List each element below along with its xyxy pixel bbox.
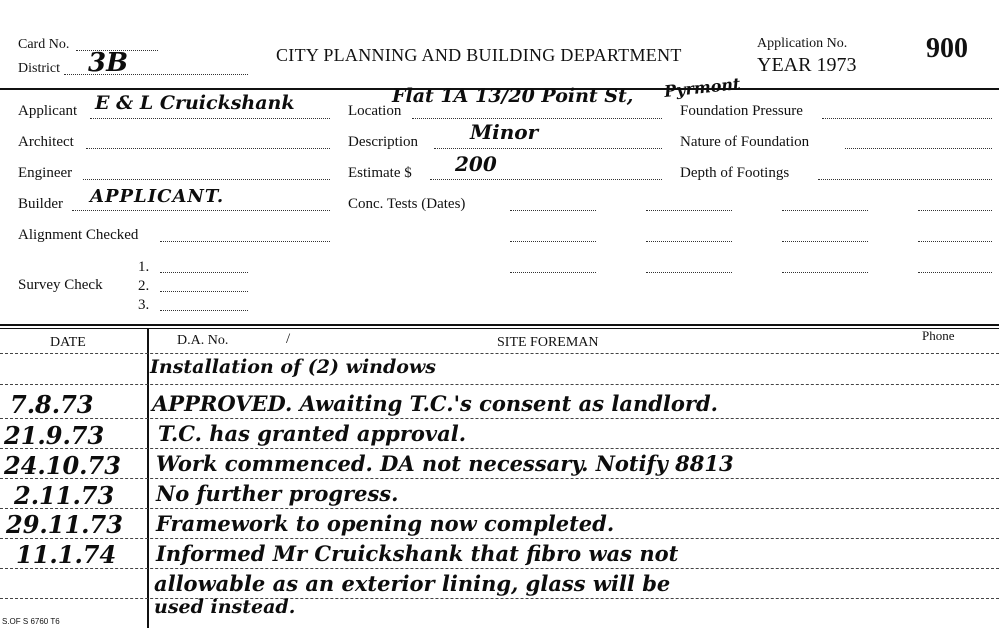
conc-test-line-5 [510,241,596,242]
survey-label: Survey Check [18,277,103,293]
entry-text-7: Informed Mr Cruickshank that fibro was not [156,541,679,566]
engineer-label: Engineer [18,165,73,181]
conc-test-line-7 [782,241,868,242]
row-rule-8 [0,598,999,599]
conc-test-line-9 [510,272,596,273]
entry-text-4: Work commenced. DA not necessary. Notify 8813 [156,451,734,476]
table-top-rule-2 [0,328,999,329]
da-value: / [286,331,291,347]
engineer-line [83,179,330,180]
applicant-line [90,118,330,119]
entry-date-4: 24.10.73 [4,451,121,480]
survey-line-2 [160,291,248,292]
alignment-label: Alignment Checked [18,227,139,243]
architect-label: Architect [18,134,74,150]
survey-line-1 [160,272,248,273]
foundation-pressure-label: Foundation Pressure [680,103,803,119]
col-phone-header: Phone [922,328,955,343]
conc-test-line-10 [646,272,732,273]
location-label: Location [348,103,402,119]
conc-test-line-3 [782,210,868,211]
conc-test-line-6 [646,241,732,242]
builder-value: APPLICANT. [90,186,225,207]
conc-test-line-8 [918,241,992,242]
survey-line-3 [160,310,248,311]
applicant-label: Applicant [18,103,78,119]
alignment-line [160,241,330,242]
conc-test-line-4 [918,210,992,211]
entry-text-2: APPROVED. Awaiting T.C.'s consent as landlord. [152,391,718,416]
location-line [412,118,662,119]
estimate-value: 200 [455,152,497,176]
depth-footings-label: Depth of Footings [680,165,790,181]
entry-text-6: Framework to opening now completed. [156,511,615,536]
entry-text-5: No further progress. [156,481,399,506]
card-no-label: Card No. [18,37,70,52]
nature-foundation-label: Nature of Foundation [680,134,810,150]
entry-date-2: 7.8.73 [10,390,94,419]
district-value: 3B [88,48,129,78]
applicant-value: E & L Cruickshank [95,92,295,114]
table-top-rule [0,324,999,326]
entry-date-3: 21.9.73 [4,421,105,450]
row-rule-1 [0,384,999,385]
row-rule-2 [0,418,999,419]
entry-text-9: used instead. [154,596,296,618]
survey-num-3: 3. [138,297,150,313]
entry-date-6: 29.11.73 [6,510,123,539]
depth-footings-line [818,179,992,180]
entry-date-7: 11.1.74 [16,540,117,569]
conc-test-line-12 [918,272,992,273]
location-value: Flat 1A 13/20 Point St, [392,85,634,107]
architect-line [86,148,330,149]
description-line [434,148,662,149]
conc-test-line-1 [510,210,596,211]
builder-label: Builder [18,196,63,212]
conc-tests-label: Conc. Tests (Dates) [348,196,466,212]
row-rule-5 [0,508,999,509]
location-suburb: Pyrmont [663,74,742,101]
conc-test-line-11 [782,272,868,273]
department-title: CITY PLANNING AND BUILDING DEPARTMENT [276,45,682,65]
entry-text-3: T.C. has granted approval. [158,421,467,446]
form-code: S.OF S 6760 T6 [2,617,60,626]
estimate-label: Estimate $ [348,165,412,181]
row-rule-3 [0,448,999,449]
application-number: 900 [926,33,968,64]
entry-text-1: Installation of (2) windows [150,356,437,378]
nature-foundation-line [845,148,992,149]
foundation-pressure-line [822,118,992,119]
description-label: Description [348,134,418,150]
district-label: District [18,61,60,76]
row-rule-7 [0,568,999,569]
col-date-header: DATE [50,335,86,350]
description-value: Minor [470,120,539,144]
year-label: YEAR 1973 [757,54,857,76]
builder-line [72,210,330,211]
row-rule-0 [0,353,999,354]
col-da-header: D.A. No. [177,333,229,348]
entry-date-5: 2.11.73 [14,481,115,510]
estimate-line [430,179,662,180]
entry-text-8: allowable as an exterior lining, glass will be [154,571,671,596]
conc-test-line-2 [646,210,732,211]
application-no-label: Application No. [757,36,848,51]
survey-num-2: 2. [138,278,150,294]
row-rule-6 [0,538,999,539]
survey-num-1: 1. [138,259,150,275]
col-foreman-header: SITE FOREMAN [497,335,599,350]
row-rule-4 [0,478,999,479]
